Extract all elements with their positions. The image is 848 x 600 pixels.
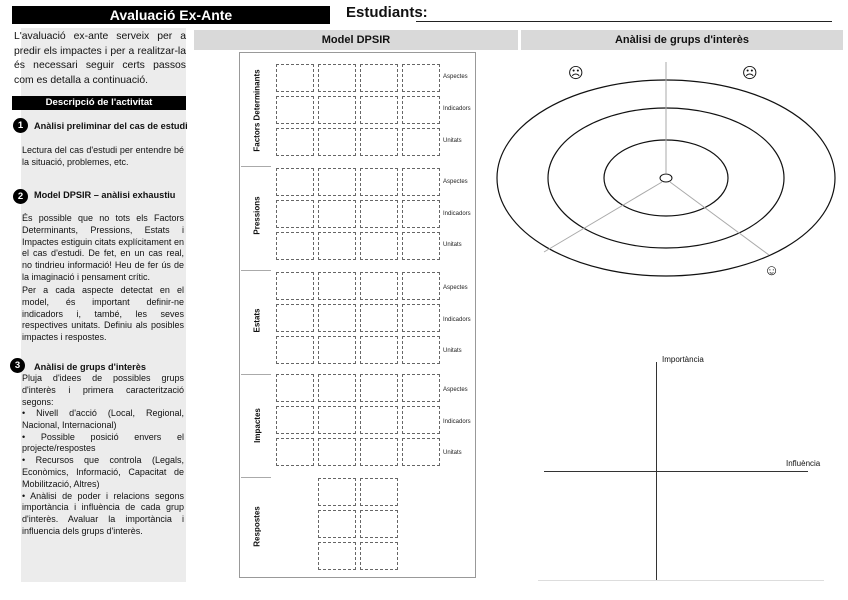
dpsir-sublabel: Indicadors xyxy=(443,211,471,217)
dpsir-cell[interactable] xyxy=(360,200,398,228)
dpsir-sublabel: Unitats xyxy=(443,450,462,456)
dpsir-cell[interactable] xyxy=(276,200,314,228)
dpsir-cell[interactable] xyxy=(318,406,356,434)
step-3-title: Anàlisi de grups d'interès xyxy=(34,362,146,372)
dpsir-sublabel: Aspectes xyxy=(443,387,468,393)
step-1-title: Anàlisi preliminar del cas de estudi xyxy=(34,121,188,131)
students-label: Estudiants: xyxy=(346,4,428,21)
dpsir-cell[interactable] xyxy=(276,232,314,260)
dpsir-row-label: Pressions xyxy=(252,195,262,235)
step-3-bullet: • Possible posició envers el projecte/respostes xyxy=(22,431,184,454)
dpsir-cell[interactable] xyxy=(360,542,398,570)
dpsir-cell[interactable] xyxy=(318,478,356,506)
dpsir-sublabel: Indicadors xyxy=(443,106,471,112)
dpsir-sublabel: Unitats xyxy=(443,138,462,144)
stakeholder-circles xyxy=(494,60,838,290)
step-2-number: 2 xyxy=(13,189,28,204)
dpsir-cell[interactable] xyxy=(318,128,356,156)
dpsir-row-label: Impactes xyxy=(252,407,262,443)
page-title: Avaluació Ex-Ante xyxy=(12,6,330,24)
dpsir-row-separator xyxy=(241,477,271,478)
dpsir-cell[interactable] xyxy=(360,232,398,260)
dpsir-sublabel: Aspectes xyxy=(443,179,468,185)
dpsir-sublabel: Indicadors xyxy=(443,317,471,323)
importance-label: Importància xyxy=(662,355,704,364)
dpsir-row-separator xyxy=(241,270,271,271)
dpsir-cell[interactable] xyxy=(402,374,440,402)
dpsir-cell[interactable] xyxy=(360,438,398,466)
dpsir-row-label: Estats xyxy=(252,307,262,333)
dpsir-cell[interactable] xyxy=(276,128,314,156)
dpsir-cell[interactable] xyxy=(402,64,440,92)
dpsir-row-label: Respostes xyxy=(252,505,262,547)
step-3-bullet: • Anàlisi de poder i relacions segons importància i influència de cada grup d'interès. Avaluar la importància i influencia dels grups d'interès. xyxy=(22,490,184,536)
dpsir-cell[interactable] xyxy=(360,96,398,124)
dpsir-cell[interactable] xyxy=(318,438,356,466)
step-3-bullet: • Nivell d'acció (Local, Regional, Nacional, Internacional) xyxy=(22,408,184,430)
students-name-line[interactable] xyxy=(416,21,832,22)
dpsir-cell[interactable] xyxy=(360,336,398,364)
dpsir-cell[interactable] xyxy=(318,542,356,570)
dpsir-cell[interactable] xyxy=(360,128,398,156)
step-3-bullets xyxy=(22,408,184,538)
activity-description-header: Descripció de l'activitat xyxy=(12,96,186,110)
dpsir-cell[interactable] xyxy=(318,510,356,538)
dpsir-cell[interactable] xyxy=(276,304,314,332)
step-2-title: Model DPSIR – anàlisi exhaustiu xyxy=(34,190,176,200)
dpsir-model-frame xyxy=(239,52,476,578)
dpsir-cell[interactable] xyxy=(318,232,356,260)
dpsir-header: Model DPSIR xyxy=(194,30,518,50)
dpsir-row-label: Factors Determinants xyxy=(252,68,262,152)
step-3-number: 3 xyxy=(10,358,25,373)
dpsir-cell[interactable] xyxy=(402,336,440,364)
dpsir-cell[interactable] xyxy=(318,374,356,402)
dpsir-cell[interactable] xyxy=(318,96,356,124)
dpsir-cell[interactable] xyxy=(276,336,314,364)
dpsir-cell[interactable] xyxy=(318,272,356,300)
dpsir-cell[interactable] xyxy=(276,406,314,434)
dpsir-cell[interactable] xyxy=(360,510,398,538)
step-2-text-1: És possible que no tots els Factors Determinants, Pressions, Estats i Impactes estiguin citats explícitament en el cas d'estudi. De fet, en un cas real, no tindrieu informació! Heu de fer ús de la imaginació i pensament crític. xyxy=(22,213,184,282)
dpsir-cell[interactable] xyxy=(276,438,314,466)
dpsir-cell[interactable] xyxy=(402,168,440,196)
dpsir-cell[interactable] xyxy=(318,336,356,364)
dpsir-cell[interactable] xyxy=(276,374,314,402)
step-3-text: Pluja d'idees de possibles grups d'interès i primera caracterització segons: xyxy=(22,373,184,407)
dpsir-cell[interactable] xyxy=(318,304,356,332)
dpsir-cell[interactable] xyxy=(318,200,356,228)
step-3-bullet: • Recursos que controla (Legals, Econòmics, Informació, Capacitat de Mobilització, Altres) xyxy=(22,455,184,489)
influence-axis xyxy=(544,471,808,472)
dpsir-cell[interactable] xyxy=(360,478,398,506)
dpsir-cell[interactable] xyxy=(360,272,398,300)
dpsir-sublabel: Aspectes xyxy=(443,285,468,291)
step-1-text: Lectura del cas d'estudi per entendre bé la situació, problemes, etc. xyxy=(22,145,184,167)
sad-face-icon: ☹ xyxy=(568,65,584,82)
dpsir-cell[interactable] xyxy=(402,438,440,466)
dpsir-cell[interactable] xyxy=(402,304,440,332)
dpsir-cell[interactable] xyxy=(402,128,440,156)
dpsir-cell[interactable] xyxy=(276,64,314,92)
dpsir-sublabel: Unitats xyxy=(443,242,462,248)
influence-label: Influència xyxy=(786,459,821,468)
axes-bottom-line xyxy=(538,580,824,581)
dpsir-cell[interactable] xyxy=(360,304,398,332)
dpsir-cell[interactable] xyxy=(402,232,440,260)
dpsir-cell[interactable] xyxy=(276,272,314,300)
dpsir-cell[interactable] xyxy=(318,64,356,92)
dpsir-row-separator xyxy=(241,374,271,375)
dpsir-cell[interactable] xyxy=(360,168,398,196)
smiley-face-icon: ☺ xyxy=(764,262,780,279)
dpsir-sublabel: Aspectes xyxy=(443,74,468,80)
step-2-text-2: Per a cada aspecte detectat en el model, és important definir-ne indicadors i, també, les seves respectives unitats. Definiu als posibles impactes i respostes. xyxy=(22,285,184,343)
dpsir-cell[interactable] xyxy=(402,406,440,434)
dpsir-cell[interactable] xyxy=(402,272,440,300)
step-1-number: 1 xyxy=(13,118,28,133)
dpsir-cell[interactable] xyxy=(276,168,314,196)
stakeholders-header: Anàlisi de grups d'interès xyxy=(521,30,843,50)
dpsir-row-separator xyxy=(241,166,271,167)
dpsir-cell[interactable] xyxy=(276,96,314,124)
sad-face-icon: ☹ xyxy=(742,65,758,82)
dpsir-sublabel: Unitats xyxy=(443,348,462,354)
dpsir-cell[interactable] xyxy=(318,168,356,196)
dpsir-cell[interactable] xyxy=(360,406,398,434)
dpsir-cell[interactable] xyxy=(360,374,398,402)
dpsir-sublabel: Indicadors xyxy=(443,419,471,425)
dpsir-cell[interactable] xyxy=(402,200,440,228)
dpsir-cell[interactable] xyxy=(402,96,440,124)
intro-text: L'avaluació ex-ante serveix per a predir els impactes i per a realitzar-la és necessari seguir certs passos com es detalla a continuació. xyxy=(14,31,186,86)
dpsir-cell[interactable] xyxy=(360,64,398,92)
